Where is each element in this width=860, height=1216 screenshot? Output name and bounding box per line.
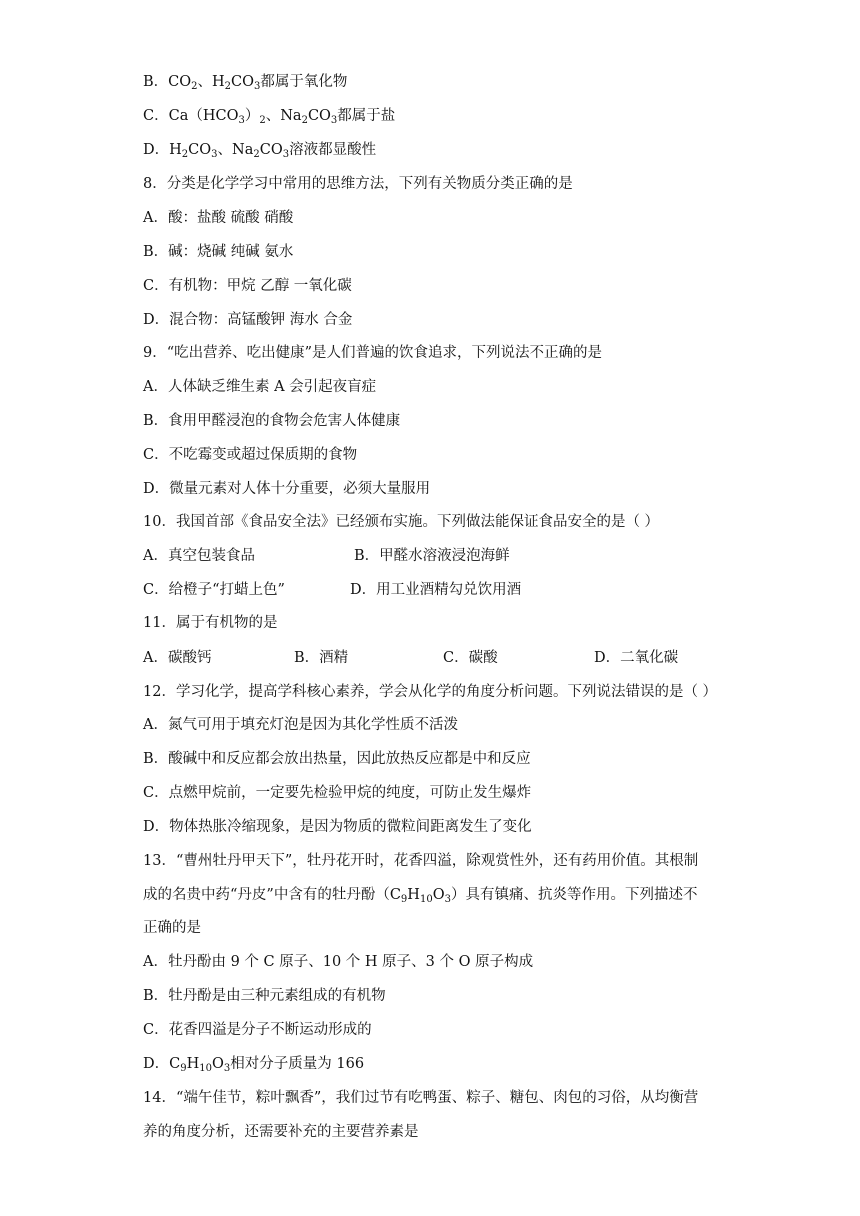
question-10-option-b: B．甲醛水溶液浸泡海鲜 — [354, 548, 510, 564]
question-9-option-c: C．不吃霉变或超过保质期的食物 — [143, 447, 358, 463]
question-10-stem: 10．我国首部《食品安全法》已经颁布实施。下列做法能保证食品安全的是（ ） — [143, 514, 660, 530]
question-8-option-b: B．碱：烧碱 纯碱 氨水 — [143, 244, 294, 260]
question-10-option-a: A．真空包装食品 — [143, 548, 255, 564]
question-12-stem: 12．学习化学，提高学科核心素养，学会从化学的角度分析问题。下列说法错误的是（ ） — [143, 684, 718, 700]
question-9-option-b: B．食用甲醛浸泡的食物会危害人体健康 — [143, 413, 401, 429]
question-8-option-a: A．酸：盐酸 硫酸 硝酸 — [143, 210, 294, 226]
question-8-stem: 8．分类是化学学习中常用的思维方法，下列有关物质分类正确的是 — [143, 176, 573, 192]
prev-option-b: B．$CO_2$、$H_2CO_3$都属于氧化物 — [143, 74, 348, 92]
question-11-option-d: D．二氧化碳 — [594, 650, 679, 666]
question-9-option-a: A．人体缺乏维生素 A 会引起夜盲症 — [143, 379, 377, 395]
question-12-option-a: A．氮气可用于填充灯泡是因为其化学性质不活泼 — [143, 717, 458, 733]
question-11-option-b: B．酒精 — [294, 650, 349, 666]
question-13-option-b: B．牡丹酚是由三种元素组成的有机物 — [143, 988, 386, 1004]
question-8-option-c: C．有机物：甲烷 乙醇 一氧化碳 — [143, 278, 352, 294]
question-11-option-a: A．碳酸钙 — [143, 650, 212, 666]
question-14-stem-line-1: 14．“端午佳节，粽叶飘香”，我们过节有吃鸭蛋、粽子、糖包、肉包的习俗，从均衡营 — [143, 1090, 699, 1106]
question-11-stem: 11．属于有机物的是 — [143, 615, 278, 631]
question-13-option-d: D．$C_9H_{10}O_3$相对分子质量为 166 — [143, 1056, 365, 1074]
question-9-stem: 9．“吃出营养、吃出健康”是人们普遍的饮食追求，下列说法不正确的是 — [143, 345, 603, 361]
question-14-stem-line-2: 养的角度分析，还需要补充的主要营养素是 — [143, 1124, 419, 1140]
question-12-option-b: B．酸碱中和反应都会放出热量，因此放热反应都是中和反应 — [143, 751, 531, 767]
question-12-option-d: D．物体热胀冷缩现象，是因为物质的微粒间距离发生了变化 — [143, 819, 532, 835]
question-13-option-a: A．牡丹酚由 9 个 C 原子、10 个 H 原子、3 个 O 原子构成 — [143, 954, 534, 970]
question-10-option-d: D．用工业酒精勾兑饮用酒 — [350, 582, 522, 598]
question-9-option-d: D．微量元素对人体十分重要，必须大量服用 — [143, 481, 431, 497]
question-13-stem-line-3: 正确的是 — [143, 920, 201, 936]
question-12-option-c: C．点燃甲烷前，一定要先检验甲烷的纯度，可防止发生爆炸 — [143, 785, 532, 801]
question-11-option-c: C．碳酸 — [443, 650, 498, 666]
question-13-stem-line-2: 成的名贵中药“丹皮”中含有的牡丹酚$(C_9H_{10}O_3)$具有镇痛、抗炎等作用。下列描述不 — [143, 887, 698, 905]
question-13-option-c: C．花香四溢是分子不断运动形成的 — [143, 1022, 372, 1038]
question-13-stem-line-1: 13．“曹州牡丹甲天下”，牡丹花开时，花香四溢，除观赏性外，还有药用价值。其根制 — [143, 853, 699, 869]
question-10-option-c: C．给橙子“打蜡上色” — [143, 582, 285, 598]
question-8-option-d: D．混合物：高锰酸钾 海水 合金 — [143, 312, 353, 328]
prev-option-d: D．$H_2CO_3$、$Na_2CO_3$溶液都显酸性 — [143, 142, 377, 160]
prev-option-c: C．$Ca(HCO_3)_2$、$Na_2CO_3$都属于盐 — [143, 108, 396, 126]
